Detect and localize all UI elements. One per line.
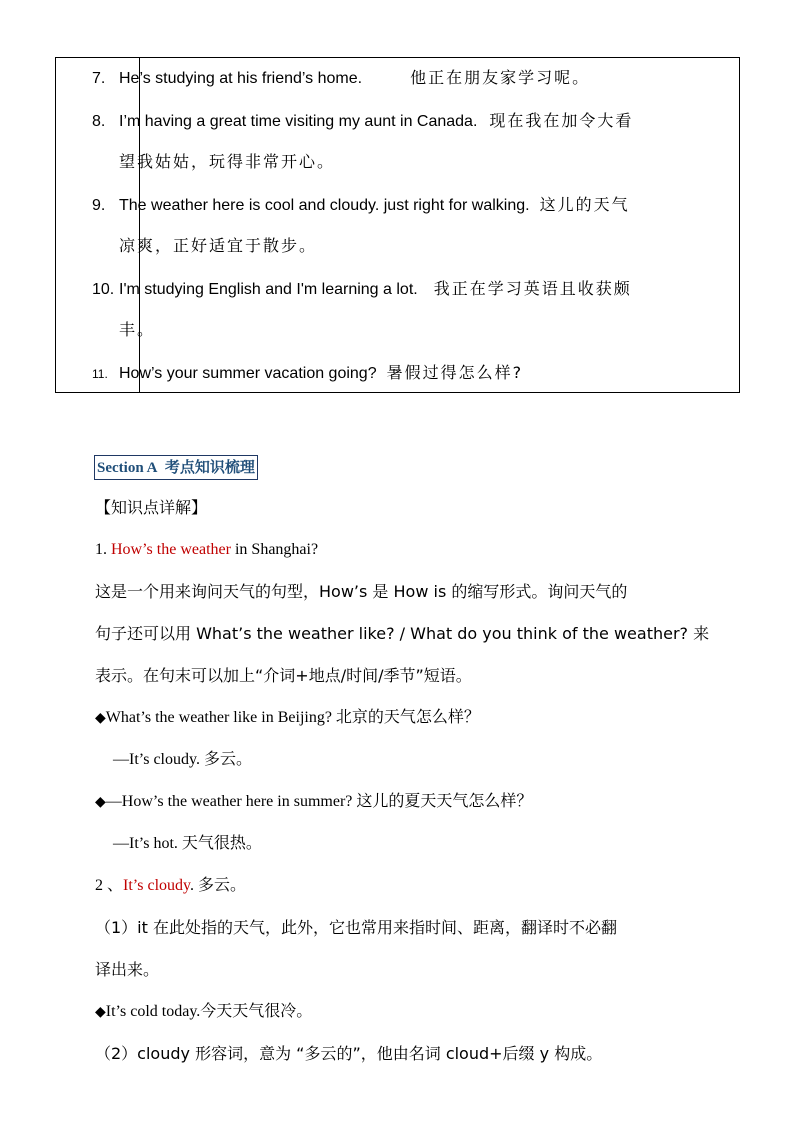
row-chinese: 他正在朋友家学习呢。 — [410, 68, 591, 87]
point-2-title — [95, 875, 246, 897]
row-english: I'm studying English and I'm learning a lot. — [119, 281, 418, 298]
row-number: 8. — [92, 113, 106, 130]
example-answer: —It’s hot. 天气很热。 — [113, 835, 262, 852]
example-line — [95, 707, 480, 729]
row-continuation: 望我姑姑，玩得非常开心。 — [119, 152, 336, 171]
diamond-bullet-icon: ◆ — [95, 794, 106, 810]
table-row — [92, 363, 523, 384]
example-text: —How’s the weather here in summer? 这儿的夏天天气怎么样？ — [105, 793, 533, 810]
example-line — [95, 1001, 312, 1023]
paragraph-line: 句子还可以用 What’s the weather like? / What do you think of the weather? 来 — [95, 624, 710, 643]
point-1-title — [95, 539, 318, 561]
paragraph-line: 这是一个用来询问天气的句型，How’s 是 How is 的缩写形式。询问天气的 — [95, 582, 628, 601]
section-title-en: Section A — [97, 460, 158, 476]
knowledge-heading: 【知识点详解】 — [95, 498, 208, 517]
point-rest: in Shanghai? — [230, 541, 319, 558]
example-answer: —It’s cloudy. 多云。 — [113, 751, 252, 768]
row-english: How’s your summer vacation going? — [119, 365, 377, 382]
example-text: What’s the weather like in Beijing? 北京的天气怎么样？ — [105, 709, 480, 726]
row-chinese: 这儿的天气 — [539, 195, 630, 214]
paragraph-line: 译出来。 — [95, 960, 160, 979]
point-number: 2 、 — [95, 877, 124, 894]
highlight-phrase: It’s cloudy — [123, 877, 190, 894]
table-row — [92, 111, 633, 132]
section-title-cn: 考点知识梳理 — [164, 458, 255, 476]
table-left-column — [56, 58, 140, 392]
row-english: I’m having a great time visiting my aunt in Canada. — [119, 113, 478, 130]
paragraph-line: 表示。在句末可以加上“介词+地点/时间/季节”短语。 — [95, 666, 472, 685]
table-row — [92, 195, 630, 216]
row-continuation: 丰。 — [119, 320, 156, 339]
section-title — [94, 455, 258, 480]
row-number: 7. — [92, 70, 106, 87]
row-english: The weather here is cool and cloudy. just right for walking. — [119, 197, 530, 214]
row-number: 9. — [92, 197, 106, 214]
row-number: 10. — [92, 281, 115, 298]
diamond-bullet-icon: ◆ — [95, 1004, 106, 1020]
sentence-table — [55, 57, 740, 393]
paragraph-line: （1）it 在此处指的天气，此外，它也常用来指时间、距离，翻译时不必翻 — [95, 918, 617, 937]
row-continuation: 凉爽，正好适宜于散步。 — [119, 236, 318, 255]
highlight-phrase: How’s the weather — [111, 541, 231, 558]
point-number: 1. — [95, 541, 107, 558]
table-row — [92, 68, 590, 89]
table-row — [92, 279, 632, 300]
paragraph-line: （2）cloudy 形容词，意为 “多云的”，他由名词 cloud+后缀 y 构成。 — [95, 1044, 603, 1063]
row-chinese: 我正在学习英语且收获颇 — [433, 279, 632, 298]
row-chinese: 暑假过得怎么样? — [386, 363, 524, 382]
row-english: He’s studying at his friend’s home. — [119, 70, 363, 87]
row-chinese: 现在我在加令大看 — [489, 111, 634, 130]
row-number: 11. — [92, 367, 108, 381]
example-line — [95, 791, 532, 813]
example-text: It’s cold today.今天天气很冷。 — [105, 1003, 313, 1020]
point-rest: . 多云。 — [189, 877, 246, 894]
diamond-bullet-icon: ◆ — [95, 710, 106, 726]
